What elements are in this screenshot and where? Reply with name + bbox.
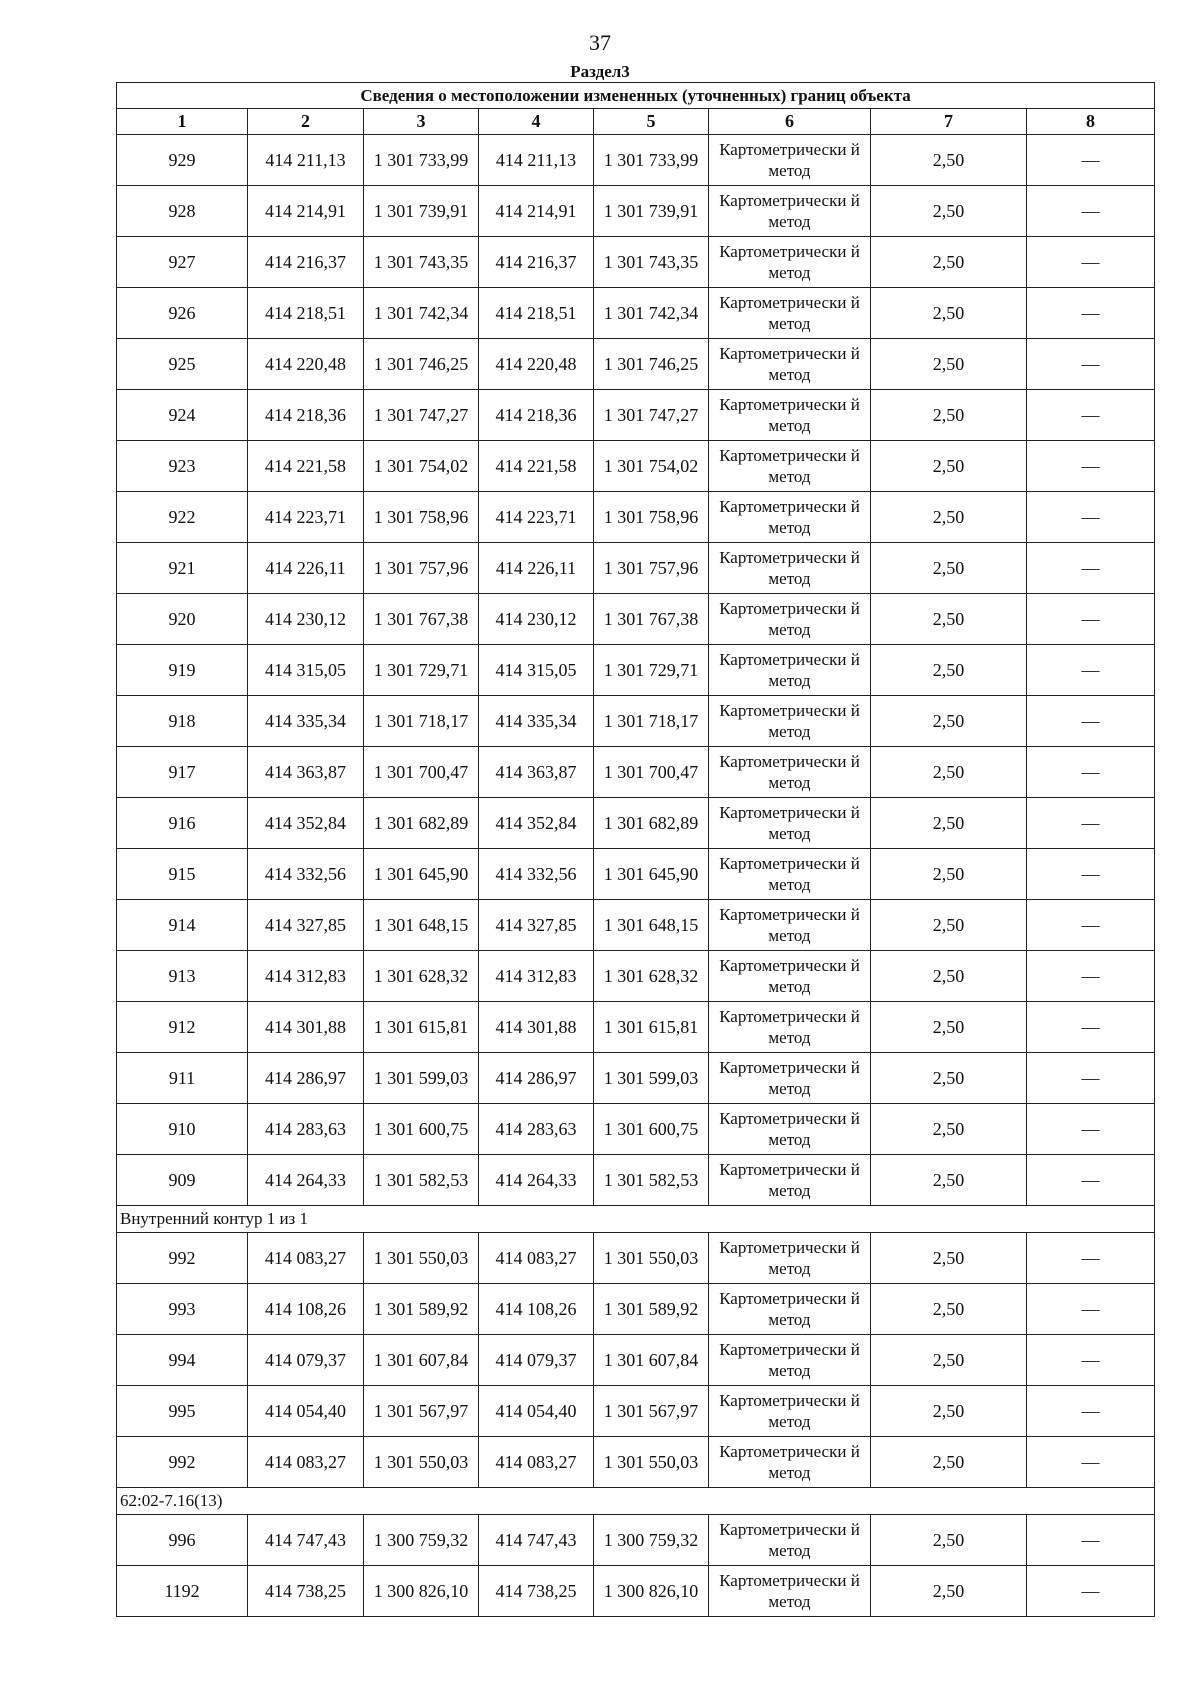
point-number-cell: 919 [117,645,248,696]
accuracy-cell: 2,50 [871,339,1027,390]
accuracy-cell: 2,50 [871,543,1027,594]
method-cell: Картометрически й метод [709,1155,871,1206]
table-row [117,1566,1155,1617]
description-cell: — [1027,135,1155,186]
method-cell: Картометрически й метод [709,1386,871,1437]
table-row [117,390,1155,441]
y-old-cell: 1 301 718,17 [364,696,479,747]
description-cell: — [1027,900,1155,951]
y-old-cell: 1 301 600,75 [364,1104,479,1155]
y-new-cell: 1 301 607,84 [594,1335,709,1386]
y-new-cell: 1 301 589,92 [594,1284,709,1335]
point-number-cell: 992 [117,1233,248,1284]
y-old-cell: 1 301 550,03 [364,1437,479,1488]
method-cell: Картометрически й метод [709,1437,871,1488]
x-new-cell: 414 216,37 [479,237,594,288]
description-cell: — [1027,237,1155,288]
contour-label-row [117,1488,1155,1515]
accuracy-cell: 2,50 [871,696,1027,747]
method-cell: Картометрически й метод [709,696,871,747]
table-row [117,441,1155,492]
method-cell: Картометрически й метод [709,390,871,441]
accuracy-cell: 2,50 [871,1437,1027,1488]
point-number-cell: 917 [117,747,248,798]
x-old-cell: 414 218,51 [248,288,364,339]
y-new-cell: 1 301 550,03 [594,1233,709,1284]
description-cell: — [1027,1053,1155,1104]
table-row [117,951,1155,1002]
method-cell: Картометрически й метод [709,849,871,900]
table-row [117,1284,1155,1335]
description-cell: — [1027,543,1155,594]
x-old-cell: 414 108,26 [248,1284,364,1335]
y-new-cell: 1 301 615,81 [594,1002,709,1053]
method-cell: Картометрически й метод [709,1104,871,1155]
y-old-cell: 1 301 729,71 [364,645,479,696]
y-new-cell: 1 301 645,90 [594,849,709,900]
y-old-cell: 1 301 567,97 [364,1386,479,1437]
table-row [117,1233,1155,1284]
column-header: 6 [709,109,871,135]
description-cell: — [1027,1155,1155,1206]
table-row [117,543,1155,594]
y-old-cell: 1 301 742,34 [364,288,479,339]
x-new-cell: 414 221,58 [479,441,594,492]
x-new-cell: 414 738,25 [479,1566,594,1617]
x-new-cell: 414 083,27 [479,1437,594,1488]
y-old-cell: 1 300 759,32 [364,1515,479,1566]
method-cell: Картометрически й метод [709,339,871,390]
column-header: 7 [871,109,1027,135]
description-cell: — [1027,849,1155,900]
description-cell: — [1027,1104,1155,1155]
table-row [117,696,1155,747]
point-number-cell: 927 [117,237,248,288]
y-old-cell: 1 301 746,25 [364,339,479,390]
x-old-cell: 414 327,85 [248,900,364,951]
x-old-cell: 414 211,13 [248,135,364,186]
description-cell: — [1027,1335,1155,1386]
y-new-cell: 1 301 718,17 [594,696,709,747]
accuracy-cell: 2,50 [871,1284,1027,1335]
point-number-cell: 909 [117,1155,248,1206]
x-old-cell: 414 315,05 [248,645,364,696]
y-old-cell: 1 301 700,47 [364,747,479,798]
page-number: 37 [589,30,611,55]
table-row [117,849,1155,900]
description-cell: — [1027,390,1155,441]
y-old-cell: 1 301 682,89 [364,798,479,849]
x-old-cell: 414 054,40 [248,1386,364,1437]
table-row [117,594,1155,645]
table-row [117,492,1155,543]
x-old-cell: 414 223,71 [248,492,364,543]
x-new-cell: 414 223,71 [479,492,594,543]
x-old-cell: 414 218,36 [248,390,364,441]
column-header: 2 [248,109,364,135]
y-old-cell: 1 301 758,96 [364,492,479,543]
accuracy-cell: 2,50 [871,492,1027,543]
description-cell: — [1027,1284,1155,1335]
y-old-cell: 1 301 648,15 [364,900,479,951]
accuracy-cell: 2,50 [871,1515,1027,1566]
y-new-cell: 1 301 758,96 [594,492,709,543]
description-cell: — [1027,1437,1155,1488]
description-cell: — [1027,288,1155,339]
point-number-cell: 926 [117,288,248,339]
x-old-cell: 414 216,37 [248,237,364,288]
x-new-cell: 414 220,48 [479,339,594,390]
y-new-cell: 1 301 743,35 [594,237,709,288]
table-row [117,339,1155,390]
y-new-cell: 1 301 742,34 [594,288,709,339]
accuracy-cell: 2,50 [871,1335,1027,1386]
y-new-cell: 1 301 746,25 [594,339,709,390]
x-old-cell: 414 301,88 [248,1002,364,1053]
x-old-cell: 414 335,34 [248,696,364,747]
y-new-cell: 1 301 628,32 [594,951,709,1002]
y-new-cell: 1 301 550,03 [594,1437,709,1488]
accuracy-cell: 2,50 [871,1233,1027,1284]
y-old-cell: 1 301 582,53 [364,1155,479,1206]
method-cell: Картометрически й метод [709,594,871,645]
x-new-cell: 414 301,88 [479,1002,594,1053]
boundary-table [116,82,1155,1617]
y-new-cell: 1 301 682,89 [594,798,709,849]
method-cell: Картометрически й метод [709,135,871,186]
y-old-cell: 1 301 757,96 [364,543,479,594]
accuracy-cell: 2,50 [871,1104,1027,1155]
table-row [117,237,1155,288]
x-old-cell: 414 738,25 [248,1566,364,1617]
method-cell: Картометрически й метод [709,288,871,339]
y-new-cell: 1 301 582,53 [594,1155,709,1206]
column-header: 5 [594,109,709,135]
method-cell: Картометрически й метод [709,900,871,951]
x-new-cell: 414 054,40 [479,1386,594,1437]
x-old-cell: 414 220,48 [248,339,364,390]
description-cell: — [1027,594,1155,645]
x-new-cell: 414 218,36 [479,390,594,441]
x-new-cell: 414 315,05 [479,645,594,696]
x-new-cell: 414 211,13 [479,135,594,186]
accuracy-cell: 2,50 [871,186,1027,237]
accuracy-cell: 2,50 [871,237,1027,288]
table-row [117,1053,1155,1104]
accuracy-cell: 2,50 [871,1053,1027,1104]
x-new-cell: 414 230,12 [479,594,594,645]
method-cell: Картометрически й метод [709,543,871,594]
point-number-cell: 912 [117,1002,248,1053]
x-old-cell: 414 747,43 [248,1515,364,1566]
y-old-cell: 1 301 767,38 [364,594,479,645]
table-caption: Сведения о местоположении измененных (уточненных) границ объекта [117,83,1155,109]
method-cell: Картометрически й метод [709,1515,871,1566]
x-old-cell: 414 083,27 [248,1233,364,1284]
table-body [117,135,1155,1617]
x-new-cell: 414 747,43 [479,1515,594,1566]
point-number-cell: 928 [117,186,248,237]
description-cell: — [1027,696,1155,747]
column-header: 8 [1027,109,1155,135]
table-row [117,747,1155,798]
point-number-cell: 911 [117,1053,248,1104]
x-new-cell: 414 214,91 [479,186,594,237]
x-old-cell: 414 363,87 [248,747,364,798]
method-cell: Картометрически й метод [709,1053,871,1104]
method-cell: Картометрически й метод [709,645,871,696]
description-cell: — [1027,339,1155,390]
point-number-cell: 994 [117,1335,248,1386]
method-cell: Картометрически й метод [709,186,871,237]
table-row [117,186,1155,237]
table-row [117,645,1155,696]
x-new-cell: 414 352,84 [479,798,594,849]
x-new-cell: 414 264,33 [479,1155,594,1206]
x-new-cell: 414 327,85 [479,900,594,951]
x-new-cell: 414 286,97 [479,1053,594,1104]
y-old-cell: 1 301 589,92 [364,1284,479,1335]
method-cell: Картометрически й метод [709,1002,871,1053]
description-cell: — [1027,747,1155,798]
method-cell: Картометрически й метод [709,492,871,543]
description-cell: — [1027,1233,1155,1284]
y-old-cell: 1 300 826,10 [364,1566,479,1617]
point-number-cell: 921 [117,543,248,594]
contour-label: 62:02-7.16(13) [117,1488,1155,1515]
point-number-cell: 915 [117,849,248,900]
description-cell: — [1027,492,1155,543]
x-new-cell: 414 226,11 [479,543,594,594]
y-new-cell: 1 301 599,03 [594,1053,709,1104]
description-cell: — [1027,798,1155,849]
contour-label: Внутренний контур 1 из 1 [117,1206,1155,1233]
point-number-cell: 929 [117,135,248,186]
method-cell: Картометрически й метод [709,951,871,1002]
method-cell: Картометрически й метод [709,1335,871,1386]
column-header: 1 [117,109,248,135]
accuracy-cell: 2,50 [871,798,1027,849]
column-header-row [117,109,1155,135]
accuracy-cell: 2,50 [871,1566,1027,1617]
y-new-cell: 1 301 747,27 [594,390,709,441]
point-number-cell: 920 [117,594,248,645]
y-old-cell: 1 301 628,32 [364,951,479,1002]
accuracy-cell: 2,50 [871,288,1027,339]
accuracy-cell: 2,50 [871,1386,1027,1437]
y-old-cell: 1 301 747,27 [364,390,479,441]
accuracy-cell: 2,50 [871,441,1027,492]
table-row [117,135,1155,186]
y-new-cell: 1 301 600,75 [594,1104,709,1155]
column-header: 3 [364,109,479,135]
description-cell: — [1027,1386,1155,1437]
y-new-cell: 1 300 826,10 [594,1566,709,1617]
x-new-cell: 414 363,87 [479,747,594,798]
description-cell: — [1027,1515,1155,1566]
accuracy-cell: 2,50 [871,390,1027,441]
x-new-cell: 414 108,26 [479,1284,594,1335]
accuracy-cell: 2,50 [871,849,1027,900]
table-row [117,288,1155,339]
table-row [117,1335,1155,1386]
y-new-cell: 1 301 739,91 [594,186,709,237]
method-cell: Картометрически й метод [709,747,871,798]
y-old-cell: 1 301 615,81 [364,1002,479,1053]
y-new-cell: 1 300 759,32 [594,1515,709,1566]
contour-label-row [117,1206,1155,1233]
y-old-cell: 1 301 739,91 [364,186,479,237]
point-number-cell: 913 [117,951,248,1002]
description-cell: — [1027,186,1155,237]
method-cell: Картометрически й метод [709,1233,871,1284]
x-old-cell: 414 286,97 [248,1053,364,1104]
x-new-cell: 414 079,37 [479,1335,594,1386]
y-old-cell: 1 301 550,03 [364,1233,479,1284]
y-old-cell: 1 301 645,90 [364,849,479,900]
x-new-cell: 414 332,56 [479,849,594,900]
table-row [117,1515,1155,1566]
x-new-cell: 414 218,51 [479,288,594,339]
x-old-cell: 414 230,12 [248,594,364,645]
table-row [117,1155,1155,1206]
y-new-cell: 1 301 700,47 [594,747,709,798]
y-new-cell: 1 301 729,71 [594,645,709,696]
column-header: 4 [479,109,594,135]
table-row [117,1104,1155,1155]
accuracy-cell: 2,50 [871,747,1027,798]
x-new-cell: 414 283,63 [479,1104,594,1155]
y-new-cell: 1 301 733,99 [594,135,709,186]
x-old-cell: 414 226,11 [248,543,364,594]
description-cell: — [1027,1002,1155,1053]
point-number-cell: 918 [117,696,248,747]
x-old-cell: 414 332,56 [248,849,364,900]
table-row [117,900,1155,951]
y-old-cell: 1 301 607,84 [364,1335,479,1386]
accuracy-cell: 2,50 [871,1002,1027,1053]
x-old-cell: 414 283,63 [248,1104,364,1155]
x-old-cell: 414 352,84 [248,798,364,849]
x-old-cell: 414 083,27 [248,1437,364,1488]
y-new-cell: 1 301 757,96 [594,543,709,594]
point-number-cell: 1192 [117,1566,248,1617]
y-new-cell: 1 301 648,15 [594,900,709,951]
accuracy-cell: 2,50 [871,645,1027,696]
x-old-cell: 414 312,83 [248,951,364,1002]
y-old-cell: 1 301 733,99 [364,135,479,186]
y-new-cell: 1 301 754,02 [594,441,709,492]
point-number-cell: 923 [117,441,248,492]
accuracy-cell: 2,50 [871,135,1027,186]
point-number-cell: 910 [117,1104,248,1155]
x-old-cell: 414 079,37 [248,1335,364,1386]
point-number-cell: 993 [117,1284,248,1335]
accuracy-cell: 2,50 [871,900,1027,951]
accuracy-cell: 2,50 [871,951,1027,1002]
description-cell: — [1027,1566,1155,1617]
description-cell: — [1027,951,1155,1002]
accuracy-cell: 2,50 [871,1155,1027,1206]
table-row [117,798,1155,849]
point-number-cell: 924 [117,390,248,441]
x-new-cell: 414 083,27 [479,1233,594,1284]
y-new-cell: 1 301 767,38 [594,594,709,645]
table-row [117,1437,1155,1488]
x-new-cell: 414 312,83 [479,951,594,1002]
description-cell: — [1027,645,1155,696]
point-number-cell: 925 [117,339,248,390]
point-number-cell: 996 [117,1515,248,1566]
y-new-cell: 1 301 567,97 [594,1386,709,1437]
table-row [117,1002,1155,1053]
accuracy-cell: 2,50 [871,594,1027,645]
method-cell: Картометрически й метод [709,237,871,288]
point-number-cell: 916 [117,798,248,849]
y-old-cell: 1 301 743,35 [364,237,479,288]
x-old-cell: 414 264,33 [248,1155,364,1206]
x-old-cell: 414 214,91 [248,186,364,237]
y-old-cell: 1 301 599,03 [364,1053,479,1104]
y-old-cell: 1 301 754,02 [364,441,479,492]
table-row [117,1386,1155,1437]
method-cell: Картометрически й метод [709,441,871,492]
point-number-cell: 992 [117,1437,248,1488]
x-old-cell: 414 221,58 [248,441,364,492]
point-number-cell: 914 [117,900,248,951]
method-cell: Картометрически й метод [709,1566,871,1617]
description-cell: — [1027,441,1155,492]
point-number-cell: 995 [117,1386,248,1437]
method-cell: Картометрически й метод [709,798,871,849]
point-number-cell: 922 [117,492,248,543]
method-cell: Картометрически й метод [709,1284,871,1335]
section-title: Раздел3 [570,62,630,81]
x-new-cell: 414 335,34 [479,696,594,747]
